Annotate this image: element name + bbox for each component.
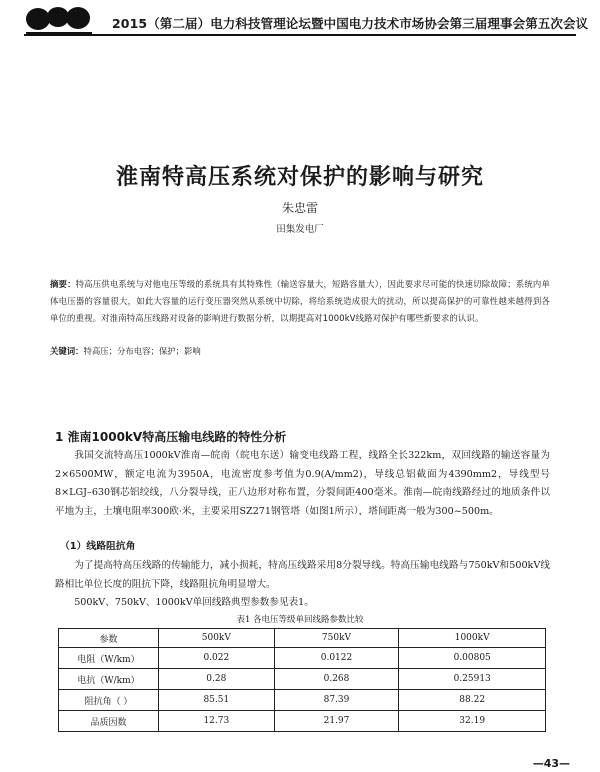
conference-title: 2015（第二届）电力科技管理论坛暨中国电力技术市场协会第三届理事会第五次会议 (112, 16, 589, 31)
paragraph-line-params: 我国交流特高压1000kV淮南—皖南（皖电东送）输变电线路工程，线路全长322km，双回线路的输送容量为2×6500MW，额定电流为3950A，电流密度参考值为0.9(A/mm2)，导线总铝截面为4390mm2，导线型号8×LGJ–630钢芯铝绞线，八分裂导线，正八边形对称布置，分裂间距400毫米。淮南—皖南线路经过的地质条件以平地为主，土壤电阻率300欧·米，主要采用SZ271钢管塔（如图1所示），塔间距离一般为300~500m。 (55, 450, 550, 517)
table-row (59, 690, 546, 711)
table-header-cell: 500kV (159, 629, 275, 648)
subsection-heading: （1）线路阻抗角 (60, 541, 136, 552)
table-cell: 0.28 (159, 669, 275, 690)
paper-title: 淮南特高压系统对保护的影响与研究 (115, 165, 484, 190)
paper-affiliation: 田集发电厂 (276, 224, 324, 235)
abstract-text: 特高压供电系统与对他电压等级的系统具有其特殊性（输送容量大，短路容量大），因此要求尽可能的快速切除故障；系统内单体电压器的容量很大，如此大容量的运行变压器突然从系统中切除，将给系统造成很大的扰动，所以提高保护的可靠性越来越得到各单位的重视。对淮南特高压线路对设备的影响进行数据分析，以期提高对1000kV线路对保护有哪些新要求的认识。 (50, 279, 550, 323)
page-header (0, 0, 600, 44)
table-cell: 阻抗角（ ） (59, 690, 159, 711)
abstract (50, 276, 550, 327)
keywords-label: 关键词： (50, 346, 84, 356)
table-header-cell: 1000kV (399, 629, 546, 648)
abstract-label: 摘要： (50, 279, 76, 289)
table-cell: 0.00805 (399, 648, 546, 669)
table-row (59, 669, 546, 690)
table-cell: 0.022 (159, 648, 275, 669)
table-cell: 0.0122 (274, 648, 399, 669)
paragraph-table-ref: 500kV、750kV、1000kV单回线路典型参数参见表1。 (74, 597, 314, 608)
table-cell: 85.51 (159, 690, 275, 711)
page-number: —43— (532, 757, 570, 770)
table-caption: 表1 各电压等级单回线路参数比较 (236, 615, 364, 625)
table-header-cell: 750kV (274, 629, 399, 648)
table-cell: 21.97 (274, 711, 399, 732)
parameters-table (58, 628, 546, 732)
table-cell: 品质因数 (59, 711, 159, 732)
paper-author: 朱忠雷 (281, 201, 318, 215)
table-cell: 0.268 (274, 669, 399, 690)
paragraph-impedance: 为了提高特高压线路的传输能力，减小损耗，特高压线路采用8分裂导线。特高压输电线路与750kV和500kV线路相比单位长度的阻抗下降，线路阻抗角明显增大。 (55, 560, 550, 590)
table-row (59, 711, 546, 732)
table-cell: 88.22 (399, 690, 546, 711)
keywords-text: 特高压；分布电容；保护；影响 (83, 346, 201, 356)
table-header-row (59, 629, 546, 648)
table-cell: 电阻（W/km） (59, 648, 159, 669)
table-header-cell: 参数 (59, 629, 159, 648)
section-heading: 1 淮南1000kV特高压输电线路的特性分析 (55, 430, 287, 444)
table-cell: 0.25913 (399, 669, 546, 690)
keywords (50, 345, 550, 357)
table-cell: 87.39 (274, 690, 399, 711)
association-logo (24, 5, 94, 37)
table-cell: 32.19 (399, 711, 546, 732)
table-cell: 电抗（W/km） (59, 669, 159, 690)
header-rule (24, 34, 576, 36)
table-row (59, 648, 546, 669)
table-cell: 12.73 (159, 711, 275, 732)
